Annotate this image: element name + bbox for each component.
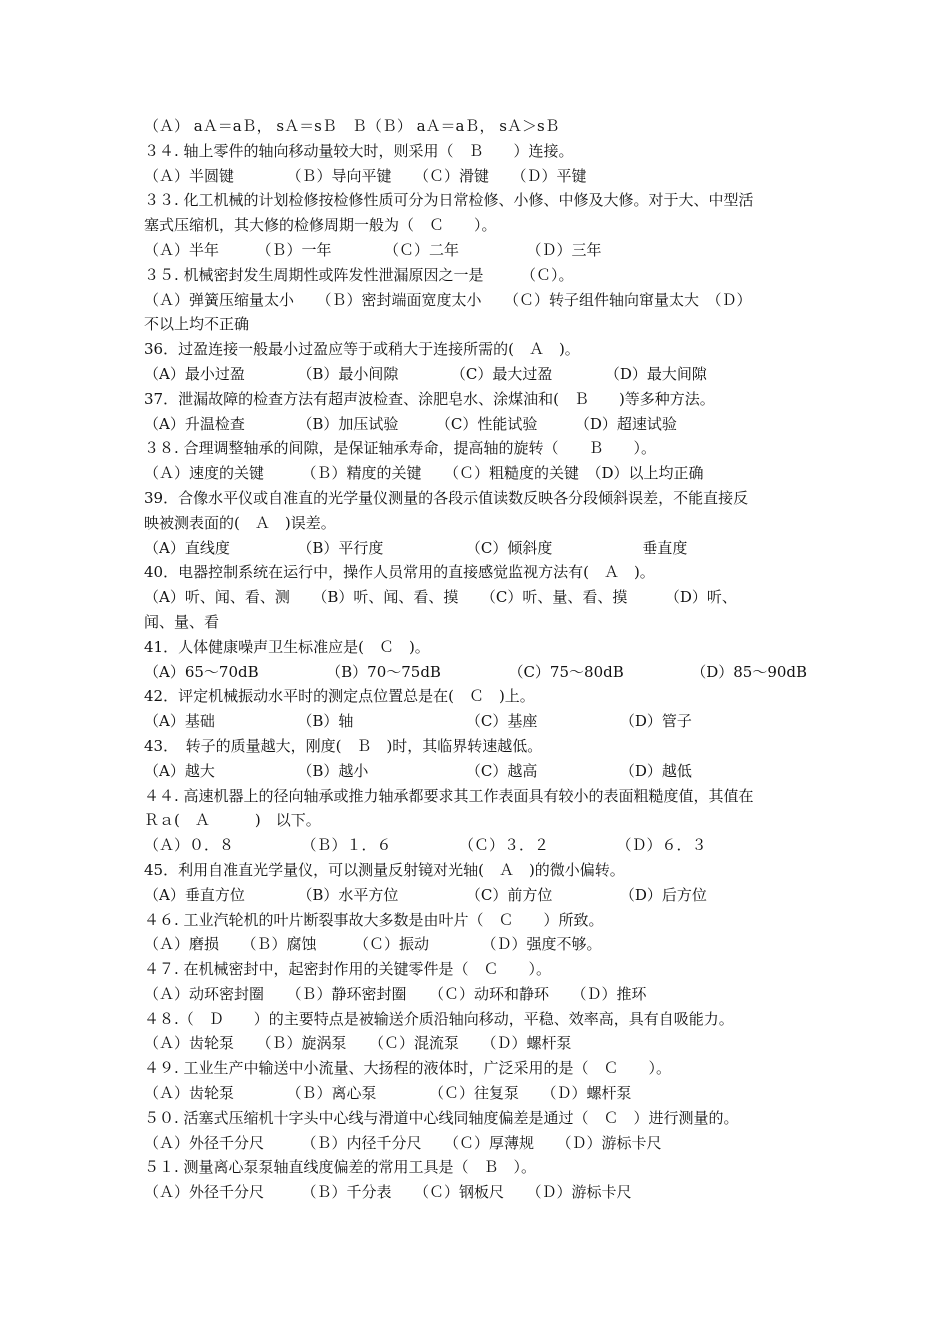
text-line: （A）越大 （B）越小 （C）越高 （D）越低 [144,761,692,780]
text-line: Ｒａ( Ａ ) 以下。 [144,811,321,830]
text-line: ５０. 活塞式压缩机十字头中心线与滑道中心线同轴度偏差是通过（ Ｃ ）进行测量的。 [144,1108,739,1127]
text-line: （Ａ）０．８ （Ｂ）１．６ （Ｃ）３．２ （Ｄ）６．３ [144,836,707,855]
text-line: 43． 转子的质量越大，刚度( Ｂ )时，其临界转速越低。 [144,736,543,755]
text-line: （Ａ）半圆键 （Ｂ）导向平键 （Ｃ）滑键 （Ｄ）平键 [144,166,587,185]
text-line: ３８. 合理调整轴承的间隙，是保证轴承寿命，提高轴的旋转（ Ｂ ）。 [144,439,657,458]
text-line: （A）听、闻、看、测 （B）听、闻、看、摸 （C）听、量、看、摸 （D）听、 [144,588,737,607]
text-line: （A）直线度 （B）平行度 （C）倾斜度 垂直度 [144,538,688,557]
text-line: 45．利用自准直光学量仪，可以测量反射镜对光轴( Ａ )的微小偏转。 [144,860,625,879]
text-line: 37．泄漏故障的检查方法有超声波检查、涂肥皂水、涂煤油和( Ｂ )等多种方法。 [144,389,715,408]
text-line: ４９. 工业生产中输送中小流量、大扬程的液体时，广泛采用的是（ Ｃ ）。 [144,1059,672,1078]
text-line: （Ａ）半年 （Ｂ）一年 （Ｃ）二年 （Ｄ）三年 [144,240,602,259]
text-line: ３３. 化工机械的计划检修按检修性质可分为日常检修、小修、中修及大修。对于大、中型活 [144,191,754,210]
text-line: （A）最小过盈 （B）最小间隙 （C）最大过盈 （D）最大间隙 [144,364,707,383]
text-line: （Ａ）速度的关键 （Ｂ）精度的关键 （Ｃ）粗糙度的关键 （D）以上均正确 [144,464,704,483]
text-line: （A）升温检查 （B）加压试验 （C）性能试验 （D）超速试验 [144,414,677,433]
text-line: （Ａ） aＡ＝aＢ， sＡ＝sＢ Ｂ（Ｂ） aＡ＝aＢ， sＡ＞sＢ [144,117,560,135]
text-line: （A）基础 （B）轴 （C）基座 （D）管子 [144,712,692,731]
text-line: ３５. 机械密封发生周期性或阵发性泄漏原因之一是 （Ｃ）。 [144,265,574,284]
text-line: （Ａ）外径千分尺 （Ｂ）内径千分尺 （Ｃ）厚薄规 （Ｄ）游标卡尺 [144,1133,662,1152]
text-line: （A）垂直方位 （B）水平方位 （C）前方位 （D）后方位 [144,885,707,904]
text-line: （A）65～70dB （B）70～75dB （C）75～80dB （D）85～90dB [144,662,808,681]
text-line: 36．过盈连接一般最小过盈应等于或稍大于连接所需的( Ａ )。 [144,340,580,359]
text-line: 闻、量、看 [144,612,220,631]
text-line: ４４. 高速机器上的径向轴承或推力轴承都要求其工作表面具有较小的表面粗糙度值，其值在 [144,786,754,805]
text-line: 39．合像水平仪或自准直的光学量仪测量的各段示值读数反映各分段倾斜误差，不能直接反 [144,488,749,507]
text-line: 映被测表面的( Ａ )误差。 [144,513,336,532]
text-line: 42．评定机械振动水平时的测定点位置总是在( Ｃ )上。 [144,687,535,706]
text-line: ３４. 轴上零件的轴向移动量较大时，则采用（ Ｂ ）连接。 [144,141,574,160]
text-line: 塞式压缩机，其大修的检修周期一般为（ Ｃ ）。 [144,216,497,235]
text-line: （Ａ）外径千分尺 （Ｂ）千分表 （Ｃ）钢板尺 （Ｄ）游标卡尺 [144,1183,632,1202]
text-line: （Ａ）弹簧压缩量太小 （Ｂ）密封端面宽度太小 （Ｃ）转子组件轴向窜量太大 （Ｄ） [144,290,752,309]
text-line: ４７. 在机械密封中，起密封作用的关键零件是（ Ｃ ）。 [144,960,552,979]
text-line: 41．人体健康噪声卫生标准应是( Ｃ )。 [144,637,430,656]
text-line: ４８.（ Ｄ ）的主要特点是被输送介质沿轴向移动，平稳、效率高，具有自吸能力。 [144,1009,734,1028]
text-line: （Ａ）齿轮泵 （Ｂ）离心泵 （Ｃ）往复泵 （Ｄ）螺杆泵 [144,1084,632,1103]
text-line: 不以上均不正确 [144,315,250,334]
text-line: 40．电器控制系统在运行中，操作人员常用的直接感觉监视方法有( Ａ )。 [144,563,655,582]
text-line: （Ａ）齿轮泵 （Ｂ）旋涡泵 （Ｃ）混流泵 （Ｄ）螺杆泵 [144,1034,572,1053]
exam-questions-body [144,114,814,1205]
text-line: ４６. 工业汽轮机的叶片断裂事故大多数是由叶片（ Ｃ ）所致。 [144,910,604,929]
text-line: （Ａ）磨损 （Ｂ）腐蚀 （Ｃ）振动 （Ｄ）强度不够。 [144,935,602,954]
text-line: ５１. 测量离心泵泵轴直线度偏差的常用工具是（ Ｂ ）。 [144,1158,537,1177]
text-line: （Ａ）动环密封圈 （Ｂ）静环密封圈 （Ｃ）动环和静环 （Ｄ）推环 [144,984,647,1003]
